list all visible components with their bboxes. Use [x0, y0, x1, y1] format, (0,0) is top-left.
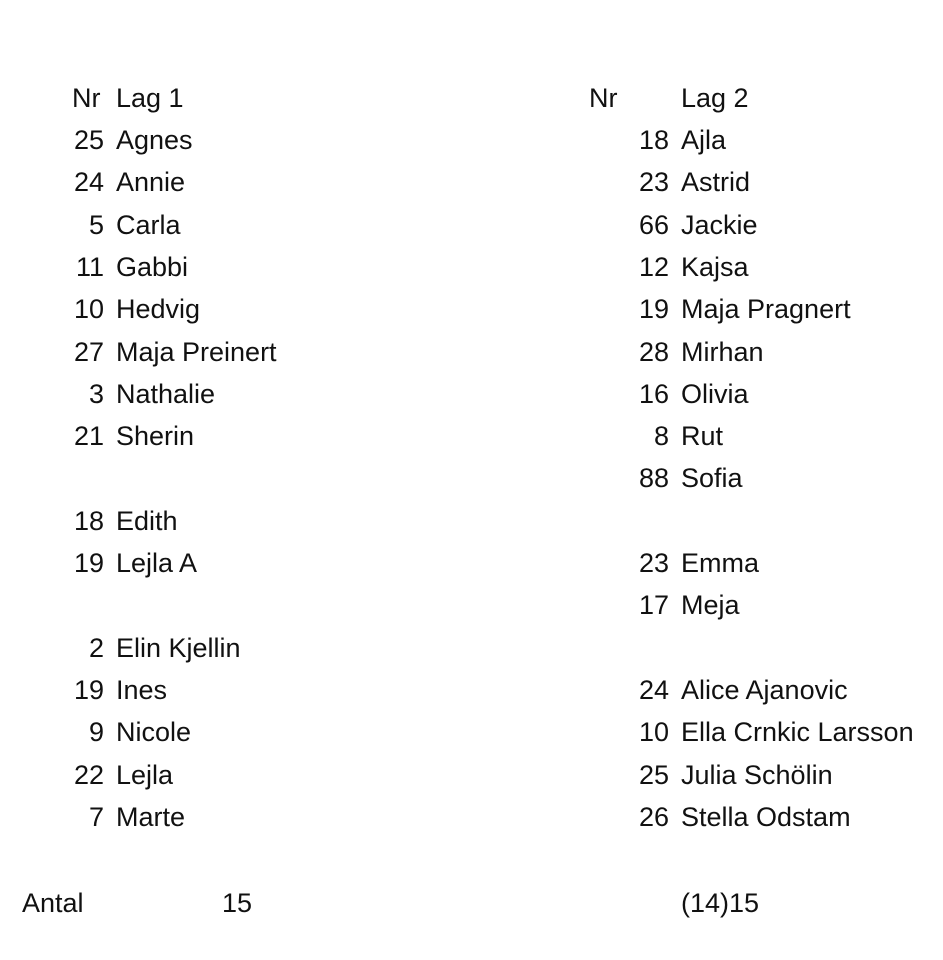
team2-nr-header: Nr [589, 83, 618, 113]
player-number: 28 [638, 337, 669, 367]
player-number: 23 [638, 548, 669, 578]
player-number: 25 [638, 760, 669, 790]
player-name: Carla [116, 210, 181, 240]
player-name: Ines [116, 675, 168, 705]
player-name: Ella Crnkic Larsson [681, 717, 914, 747]
player-number: 11 [75, 252, 104, 282]
player-name: Sherin [116, 421, 195, 451]
player-name: Kajsa [681, 252, 749, 282]
player-name: Edith [116, 506, 178, 536]
player-name: Astrid [681, 167, 751, 197]
player-name: Maja Preinert [116, 337, 277, 367]
player-name: Stella Odstam [681, 802, 851, 832]
player-number: 24 [73, 167, 104, 197]
player-name: Jackie [681, 210, 758, 240]
player-number: 12 [638, 252, 669, 282]
player-number: 18 [73, 506, 104, 536]
player-name: Elin Kjellin [116, 633, 241, 663]
player-name: Agnes [116, 125, 193, 155]
player-number: 66 [638, 210, 669, 240]
player-number: 21 [73, 421, 104, 451]
player-number: 25 [73, 125, 104, 155]
player-number: 5 [88, 210, 104, 240]
count-label: Antal [22, 888, 84, 918]
player-name: Gabbi [116, 252, 189, 282]
player-name: Maja Pragnert [681, 294, 851, 324]
player-name: Julia Schölin [681, 760, 833, 790]
team1-header: Lag 1 [116, 83, 184, 113]
player-name: Mirhan [681, 337, 764, 367]
team2-count: (14)15 [681, 888, 760, 918]
player-number: 26 [638, 802, 669, 832]
team1-count: 15 [222, 888, 253, 918]
player-name: Alice Ajanovic [681, 675, 848, 705]
player-number: 23 [638, 167, 669, 197]
player-name: Annie [116, 167, 186, 197]
player-name: Hedvig [116, 294, 201, 324]
player-name: Meja [681, 590, 740, 620]
player-number: 19 [73, 548, 104, 578]
player-number: 24 [638, 675, 669, 705]
player-number: 27 [73, 337, 104, 367]
player-number: 18 [638, 125, 669, 155]
player-number: 16 [638, 379, 669, 409]
player-name: Emma [681, 548, 760, 578]
player-number: 3 [88, 379, 104, 409]
player-name: Nicole [116, 717, 192, 747]
team1-nr-header: Nr [72, 83, 101, 113]
player-name: Lejla A [116, 548, 198, 578]
team2-header: Lag 2 [681, 83, 749, 113]
player-number: 88 [638, 463, 669, 493]
player-number: 17 [638, 590, 669, 620]
player-number: 9 [88, 717, 104, 747]
player-number: 19 [638, 294, 669, 324]
player-number: 10 [73, 294, 104, 324]
player-name: Olivia [681, 379, 749, 409]
player-name: Rut [681, 421, 724, 451]
player-name: Nathalie [116, 379, 216, 409]
player-number: 2 [88, 633, 104, 663]
player-number: 7 [88, 802, 104, 832]
player-name: Lejla [116, 760, 174, 790]
player-number: 22 [73, 760, 104, 790]
player-name: Marte [116, 802, 186, 832]
player-name: Ajla [681, 125, 727, 155]
player-number: 19 [73, 675, 104, 705]
player-number: 10 [638, 717, 669, 747]
player-name: Sofia [681, 463, 743, 493]
player-number: 8 [653, 421, 669, 451]
